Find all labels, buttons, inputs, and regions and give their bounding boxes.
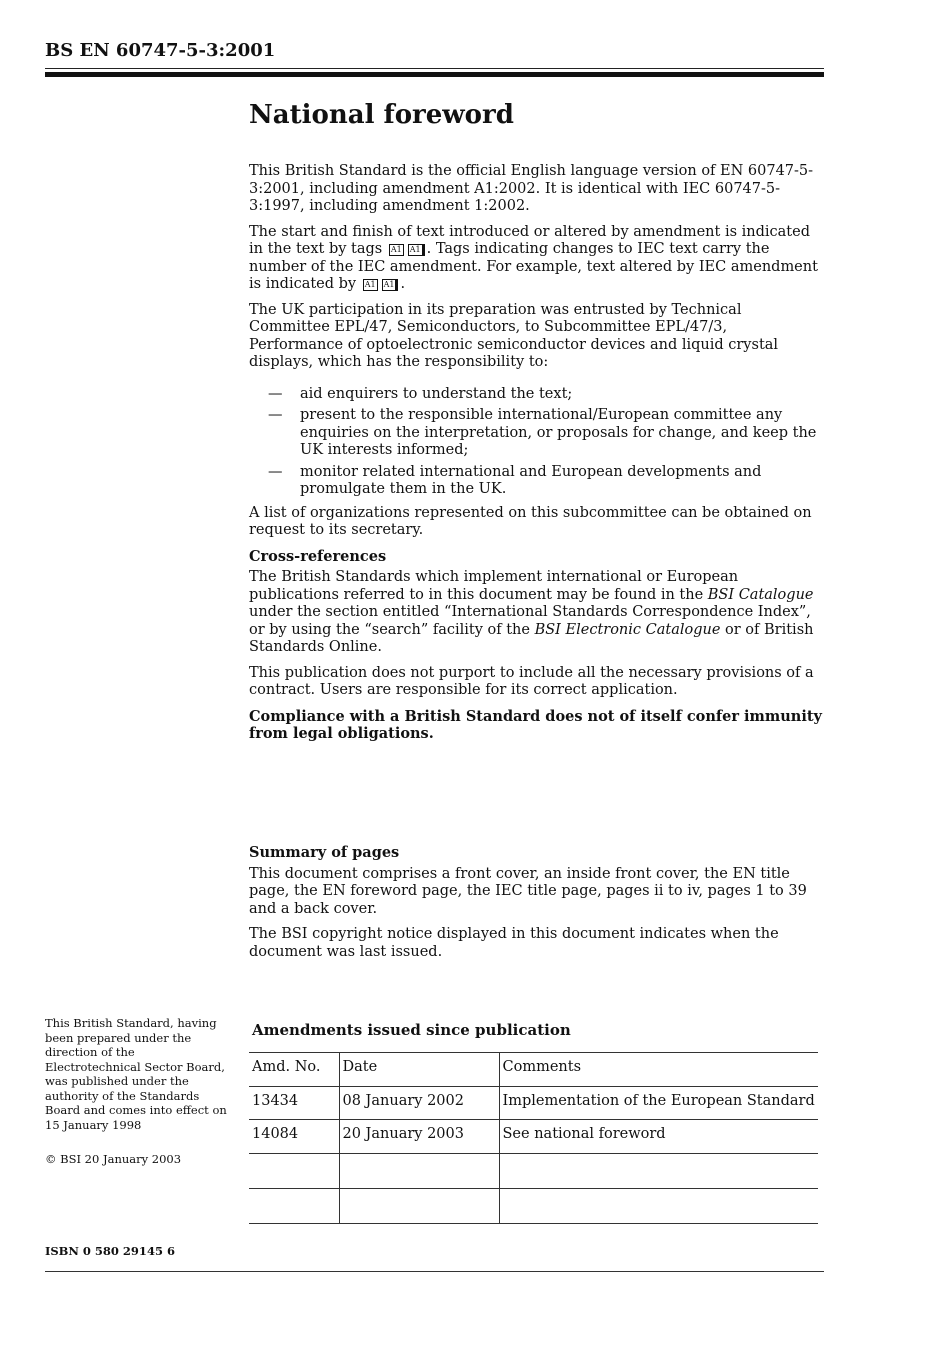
empty-cell [499, 1153, 818, 1188]
summary-paragraph: This document comprises a front cover, an inside front cover, the EN title page, the EN foreword page, the IEC title page, pages ii to iv, pages 1 to 39 and a back cover. [249, 865, 807, 917]
tags-text-3: . [400, 276, 406, 292]
list-item [249, 464, 824, 499]
dash-bullet: — [268, 463, 283, 480]
amd-no-cell: 14084 [249, 1120, 339, 1154]
publication-note: This British Standard, having been prepared under the direction of the Electrotechnical Sector Board, was published under the authority of the Standards Board and comes into effect on 15 January 1998 [45, 1016, 227, 1132]
cross-references-heading: Cross-references [249, 547, 387, 565]
amd-no-cell: 13434 [249, 1086, 339, 1120]
table-row-empty [249, 1153, 818, 1188]
tag-end-example-icon: A1 [382, 279, 399, 291]
foreword-body [249, 163, 824, 751]
empty-cell [249, 1153, 339, 1188]
cross-ref-text-2: under the section entitled “International Standards Correspondence Index”, or by using the “search” facility of the [249, 604, 811, 638]
empty-cell [339, 1153, 499, 1188]
copyright-note-paragraph: The BSI copyright notice displayed in this document indicates when the document was last issued. [249, 926, 779, 960]
table-header-row [249, 1053, 818, 1087]
list-item-text: present to the responsible international/European committee any enquiries on the interpretation, or proposals for change, and keep the UK interests informed; [300, 407, 817, 458]
table-row-empty [249, 1188, 818, 1223]
document-number: BS EN 60747-5-3:2001 [45, 40, 276, 61]
dash-bullet: — [268, 407, 283, 423]
empty-cell [249, 1188, 339, 1223]
isbn: ISBN 0 580 29145 6 [45, 1244, 175, 1258]
dash-bullet: — [268, 385, 283, 402]
empty-cell [339, 1188, 499, 1223]
cross-ref-text-1: The British Standards which implement international or European publications referred to in this document may be found in the [249, 569, 739, 603]
cross-ref-text-3: or of British Standards Online. [249, 621, 814, 655]
column-header-date: Date [339, 1053, 499, 1087]
date-cell: 08 January 2002 [339, 1086, 499, 1120]
amendments-title: Amendments issued since publication [252, 1021, 571, 1039]
tag-start-example-icon: A1 [364, 280, 376, 289]
tags-text-2: . Tags indicating changes to IEC text carry the number of the IEC amendment. For example, text altered by IEC amendment is indicated by [249, 241, 818, 292]
intro-paragraph: This British Standard is the official English language version of EN 60747-5-3:2001, including amendment A1:2002. It is identical with IEC 60747-5-3:1997, including amendment 1:2002. [249, 163, 814, 214]
tags-text-1: The start and finish of text introduced or altered by amendment is indicated in the text by tags [249, 223, 810, 257]
comments-cell: See national foreword [499, 1120, 818, 1154]
list-item-text: aid enquirers to understand the text; [300, 385, 573, 402]
date-cell: 20 January 2003 [339, 1120, 499, 1154]
tag-end-icon: A1 [408, 244, 425, 256]
comments-cell: Implementation of the European Standard [499, 1086, 818, 1120]
header-thick-rule [45, 72, 824, 77]
cross-references-paragraph [249, 569, 824, 657]
organizations-paragraph: A list of organizations represented on this subcommittee can be obtained on request to its secretary. [249, 504, 812, 538]
bsi-electronic-catalogue-title: BSI Electronic Catalogue [534, 621, 721, 638]
summary-heading: Summary of pages [249, 844, 400, 861]
participation-paragraph: The UK participation in its preparation was entrusted by Technical Committee EPL/47, Semiconductors, to Subcommittee EPL/47/3, Performance of optoelectronic semiconductor devices and liquid crystal displays, which has the responsibility to: [249, 301, 779, 370]
list-item [249, 407, 824, 460]
responsibility-list [249, 386, 824, 499]
empty-cell [499, 1188, 818, 1223]
page-title: National foreword [249, 100, 514, 130]
footer-rule [45, 1271, 824, 1272]
publication-sidebar [45, 1016, 230, 1187]
header-thin-rule [45, 68, 824, 69]
bsi-catalogue-title: BSI Catalogue [707, 586, 814, 603]
summary-section [249, 844, 824, 969]
tags-paragraph [249, 224, 824, 294]
table-row [249, 1086, 818, 1120]
tag-start-icon: A1 [390, 245, 402, 254]
list-item [249, 386, 824, 404]
column-header-amd-no: Amd. No. [249, 1053, 339, 1087]
compliance-paragraph: Compliance with a British Standard does not of itself confer immunity from legal obligations. [249, 707, 822, 742]
table-row [249, 1120, 818, 1154]
provisions-paragraph: This publication does not purport to include all the necessary provisions of a contract. Users are responsible for its correct application. [249, 664, 814, 698]
list-item-text: monitor related international and European developments and promulgate them in the UK. [300, 463, 762, 497]
copyright-line: © BSI 20 January 2003 [45, 1152, 182, 1166]
column-header-comments: Comments [499, 1053, 818, 1087]
amendments-table [249, 1052, 818, 1224]
